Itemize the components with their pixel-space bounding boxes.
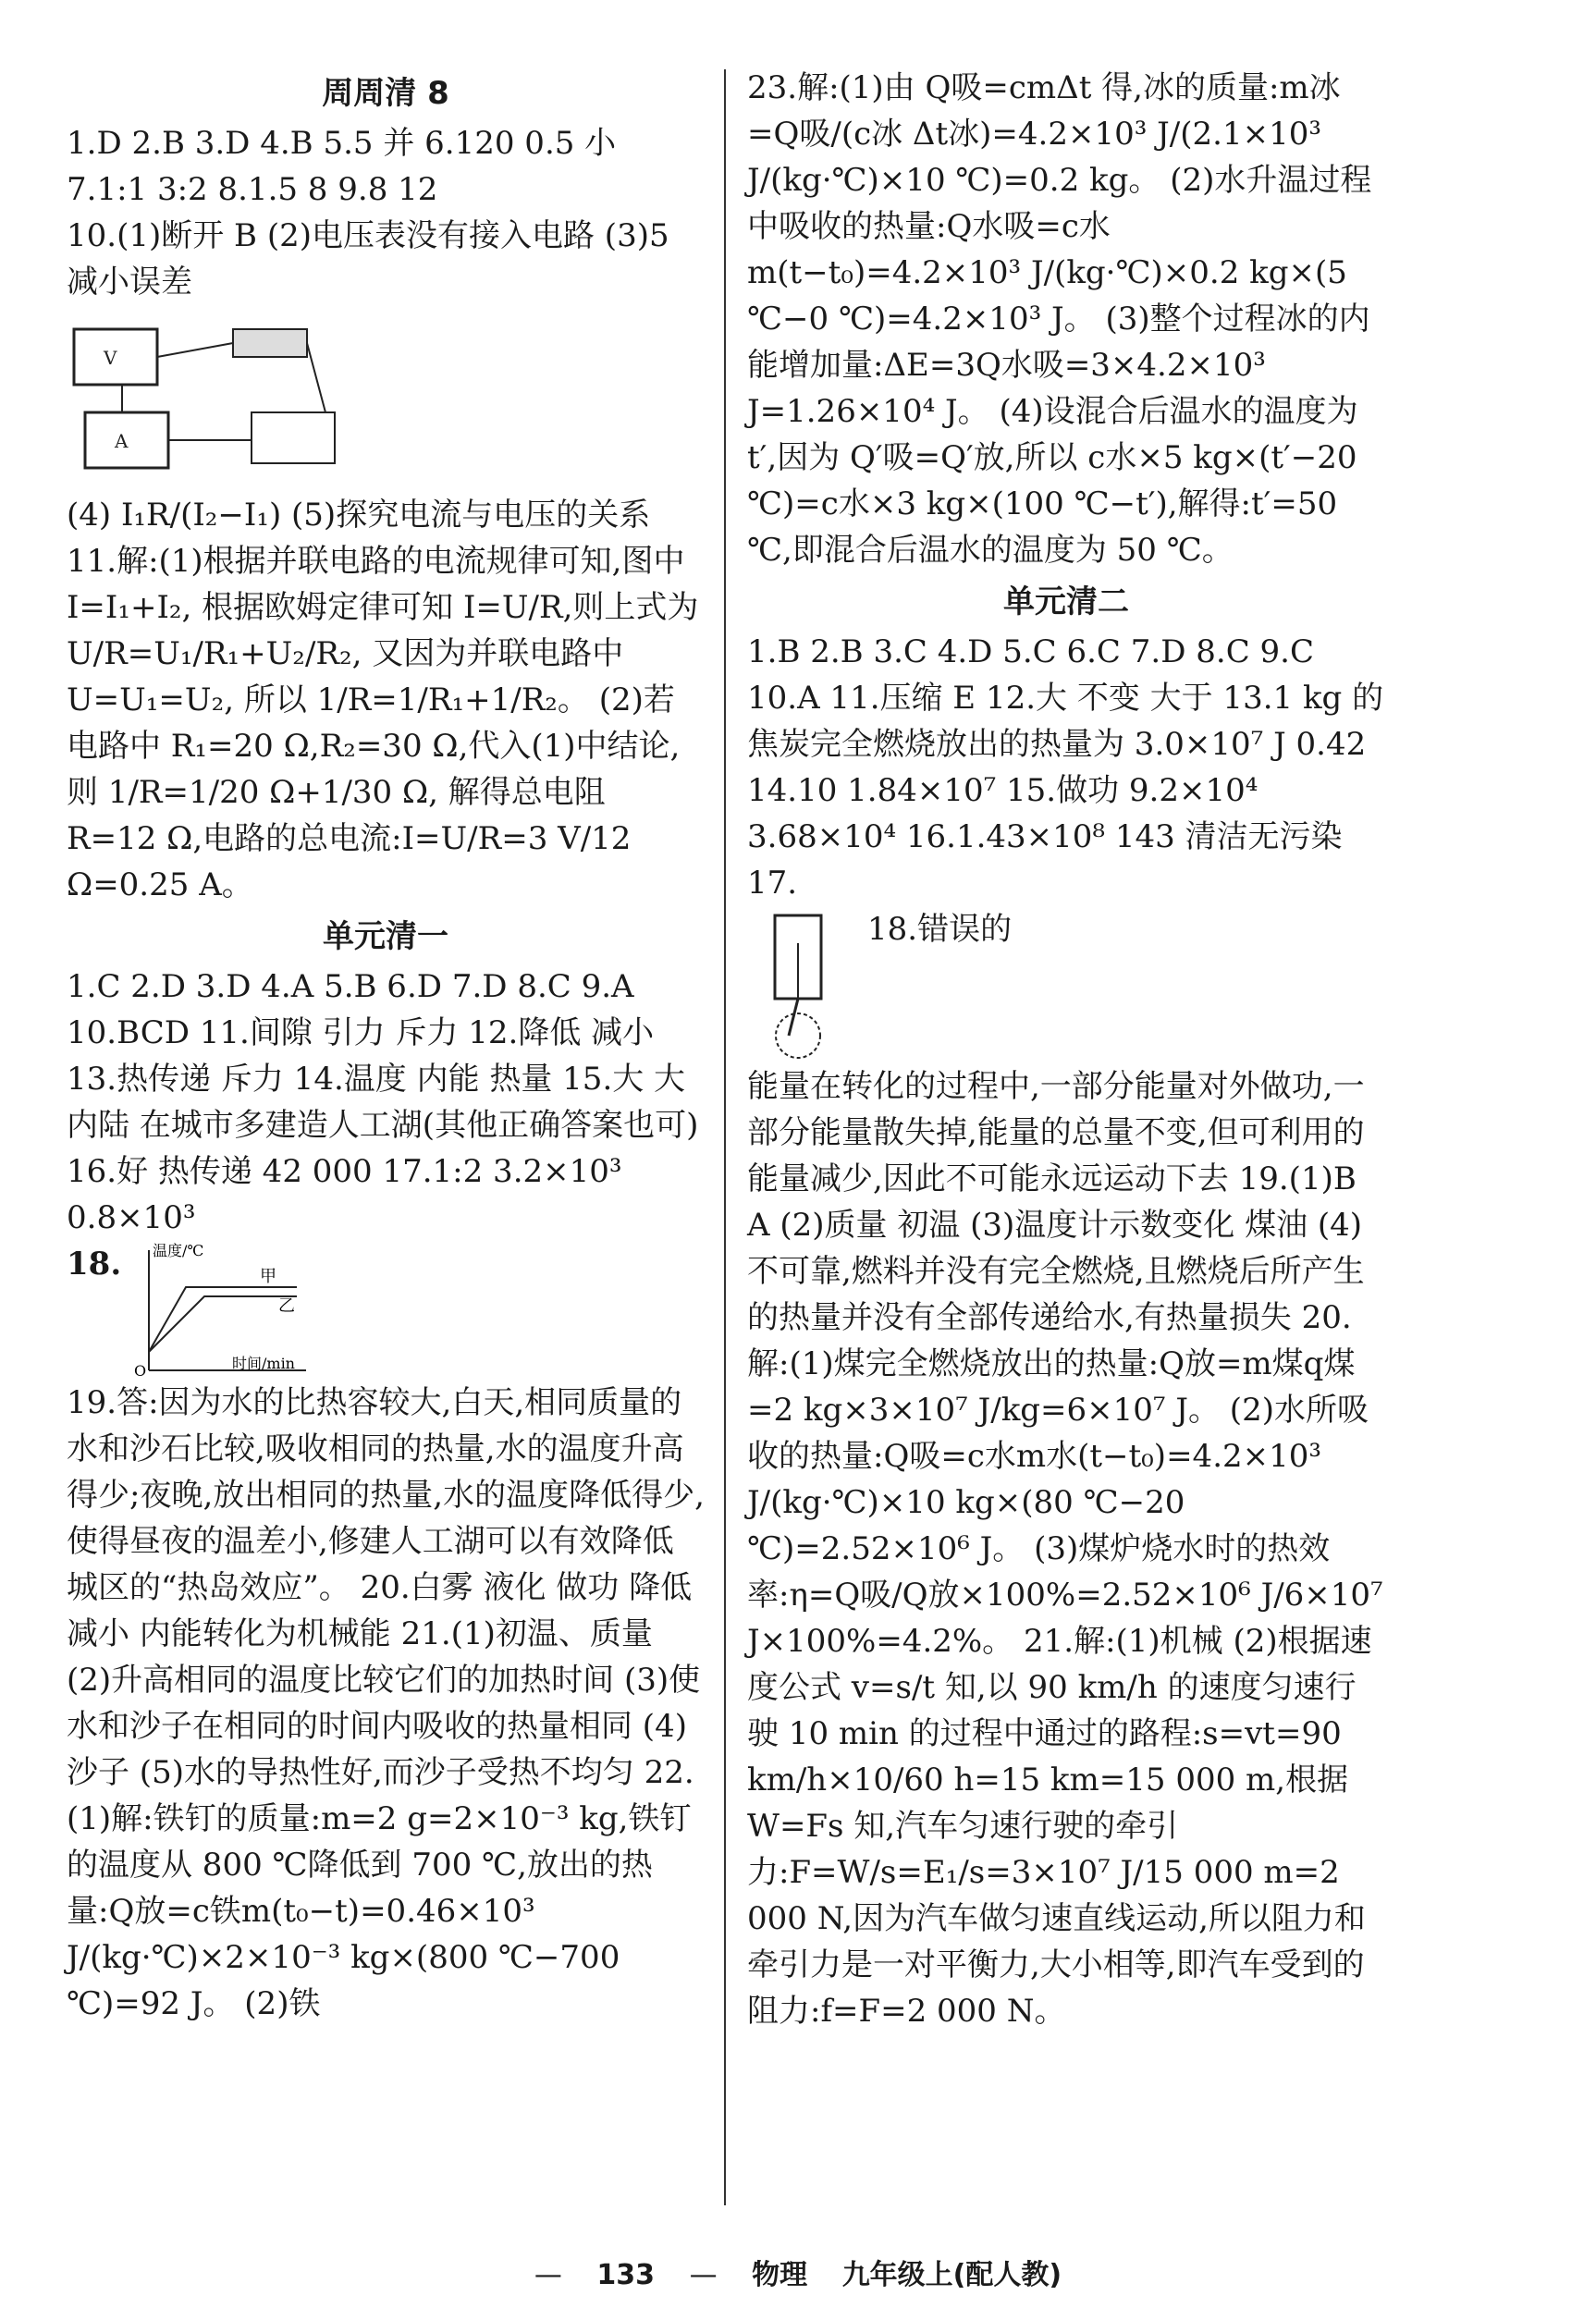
answer-block: 10.(1)断开 B (2)电压表没有接入电路 (3)5 减小误差 — [67, 217, 669, 301]
section-title: 周周清 8 — [322, 75, 449, 112]
answer-block: 能量在转化的过程中,一部分能量对外做功,一部分能量散失掉,能量的总量不变,但可利用的能量减少,因此不可能永远运动下去 19.(1)B A (2)质量 初温 (3)温度计示数变化 煤油 (4)不可靠,燃料并没有完全燃烧,且燃烧后所产生的热量并没有全部传递给水,有热量损失 20.解:(1)煤完全燃烧放出的热量:Q放=m煤q煤=2 kg×3×10⁷ J/kg=6×10⁷ J。 (2)水所吸收的热量:Q吸=c水m水(t−t₀)=4.2×10³ J/(kg·℃)×10 kg×(80 ℃−20 ℃)=2.52×10⁶ J。 (3)煤炉烧水时的热效率:η=Q吸/Q放×100%=2.52×10⁶ J/6×10⁷ J×100%=4.2%。 21.解:(1)机械 (2)根据速度公式 v=s/t 知,以 90 km/h 的速度匀速行驶 10 min 的过程中通过的路程:s=vt=90 km/h×10/60 h=15 km=15 000 m,根据 W=Fs 知,汽车匀速行驶的牵引力:F=W/s=E₁/s=3×10⁷ J/15 000 m=2 000 N,因为汽车做匀速直线运动,所以阻力和牵引力是一对平衡力,大小相等,即汽车受到的阻力:f=F=2 000 N。 — [747, 1068, 1383, 2030]
answer-block: 19.答:因为水的比热容较大,白天,相同质量的水和沙石比较,吸收相同的热量,水的温度升高得少;夜晚,放出相同的热量,水的温度降低得少,使得昼夜的温差小,修建人工湖可以有效降低城区的“热岛效应”。 20.白雾 液化 做功 降低 减小 内能转化为机械能 21.(1)初温、质量 (2)升高相同的温度比较它们的加热时间 (3)使水和沙子在相同的时间内吸收的热量相同 (4)沙子 (5)水的导热性好,而沙子受热不均匀 22.(1)解:铁钉的质量:m=2 g=2×10⁻³ kg,铁钉的温度从 800 ℃降低到 700 ℃,放出的热量:Q放=c铁m(t₀−t)=0.46×10³ J/(kg·℃)×2×10⁻³ kg×(800 ℃−700 ℃)=92 J。 (2)铁 — [67, 1384, 705, 2022]
column-divider — [724, 69, 726, 2205]
answer-block: 1.B 2.B 3.C 4.D 5.C 6.C 7.D 8.C 9.C 10.A 11.压缩 E 12.大 不变 大于 13.1 kg 的焦炭完全燃烧放出的热量为 3.0×10⁷ J 0.42 14.10 1.84×10⁷ 15.做功 9.2×10⁴ 3.68×10⁴ 16.1.43×10⁸ 143 清洁无污染 17. — [747, 633, 1384, 902]
answer-block: (4) I₁R/(I₂−I₁) (5)探究电流与电压的关系 — [67, 497, 651, 534]
answer-block: 1.D 2.B 3.D 4.B 5.5 并 6.120 0.5 小 7.1:1 3:2 8.1.5 8 9.8 12 — [67, 125, 617, 208]
page-footer — [0, 2252, 1596, 2292]
left-column — [67, 65, 705, 2027]
circuit-figure — [67, 311, 344, 486]
svg-text:V: V — [104, 347, 117, 369]
graph-origin: O — [134, 1362, 147, 1380]
graph-xlabel: 时间/min — [232, 1355, 296, 1372]
section-title: 单元清一 — [323, 918, 448, 955]
graph-line-label: 乙 — [278, 1296, 296, 1316]
grade-label: 九年级上(配人教) — [841, 2259, 1062, 2291]
footer-dash: — — [534, 2259, 562, 2291]
answer-block: 18.错误的 — [867, 911, 1013, 948]
graph-line-label: 甲 — [260, 1267, 277, 1286]
page-number: 133 — [596, 2259, 656, 2291]
graph-ylabel: 温度/℃ — [153, 1242, 204, 1259]
question-number: 18. — [67, 1246, 122, 1283]
temperature-time-graph — [121, 1241, 315, 1380]
subject-label: 物理 — [752, 2259, 808, 2291]
answer-block: 11.解:(1)根据并联电路的电流规律可知,图中 I=I₁+I₂, 根据欧姆定律可知 I=U/R,则上式为 U/R=U₁/R₁+U₂/R₂, 又因为并联电路中 U=U₁=U₂, 所以 1/R=1/R₁+1/R₂。 (2)若电路中 R₁=20 Ω,R₂=30 Ω,代入(1)中结论,则 1/R=1/20 Ω+1/30 Ω, 解得总电阻 R=12 Ω,电路的总电流:I=U/R=3 V/12 Ω=0.25 A。 — [67, 543, 699, 903]
footer-dash: — — [689, 2259, 718, 2291]
answer-block: 23.解:(1)由 Q吸=cmΔt 得,冰的质量:m冰=Q吸/(c冰 Δt冰)=4.2×10³ J/(2.1×10³ J/(kg·℃)×10 ℃)=0.2 kg。 (2)水升温过程中吸收的热量:Q水吸=c水 m(t−t₀)=4.2×10³ J/(kg·℃)×0.2 kg×(5 ℃−0 ℃)=4.2×10³ J。 (3)整个过程冰的内能增加量:ΔE=3Q水吸=3×4.2×10³ J=1.26×10⁴ J。 (4)设混合后温水的温度为 t′,因为 Q′吸=Q′放,所以 c水×5 kg×(t′−20 ℃)=c水×3 kg×(100 ℃−t′),解得:t′=50 ℃,即混合后温水的温度为 50 ℃。 — [747, 69, 1372, 569]
section-title: 单元清二 — [1003, 583, 1129, 620]
answer-block: 1.C 2.D 3.D 4.A 5.B 6.D 7.D 8.C 9.A 10.BCD 11.间隙 引力 斥力 12.降低 减小 13.热传递 斥力 14.温度 内能 热量 15.大 大 内陆 在城市多建造人工湖(其他正确答案也可) 16.好 热传递 42 000 17.1:2 3.2×10³ 0.8×10³ — [67, 968, 699, 1236]
engine-figure — [747, 906, 849, 1063]
svg-text:A: A — [115, 430, 129, 452]
right-column — [747, 65, 1385, 2034]
